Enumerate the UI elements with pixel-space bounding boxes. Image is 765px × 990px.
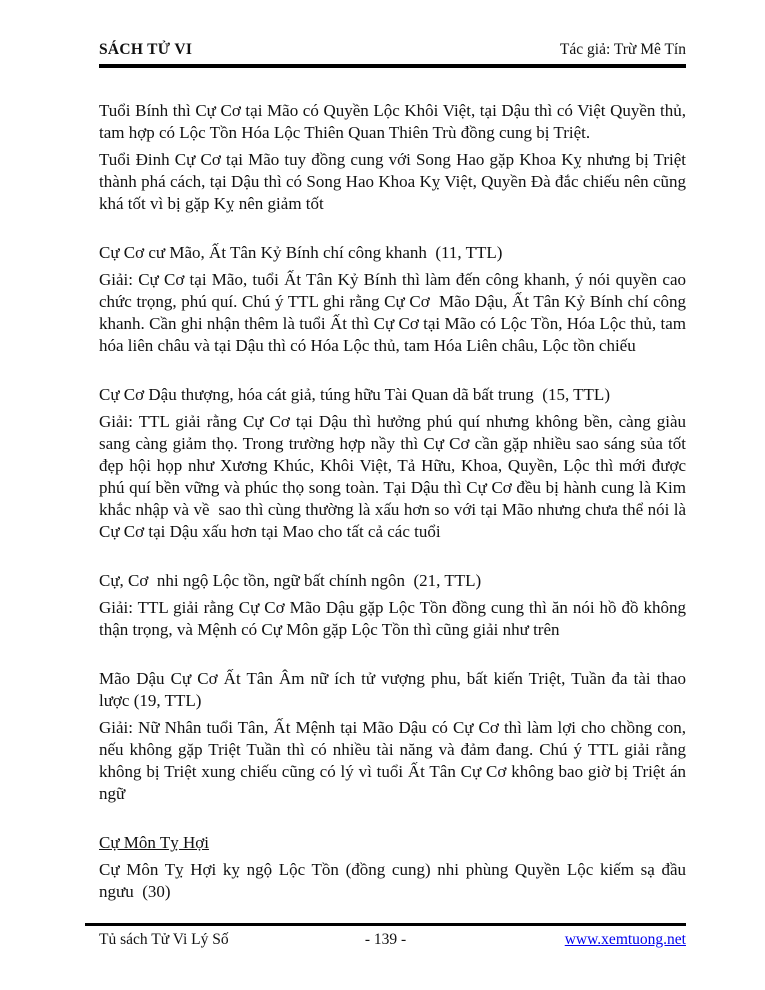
body-paragraph: Giải: TTL giải rằng Cự Cơ Mão Dậu gặp Lộc Tồn đồng cung thì ăn nói hồ đồ không thận trọng, và Mệnh có Cự Môn gặp Lộc Tồn thì cũng giải như trên [99,598,691,639]
website-link[interactable]: www.xemtuong.net [564,931,686,948]
page-footer [85,923,686,949]
author-credit: Tác giả: Trừ Mê Tín [559,41,686,58]
rule-heading: Cự Cơ cư Mão, Ất Tân Kỷ Bính chí công khanh (11, TTL) [99,243,503,262]
rule-heading: Cự Cơ Dậu thượng, hóa cát giả, túng hữu Tài Quan dã bất trung (15, TTL) [99,385,610,404]
body-paragraph: Tuổi Bính thì Cự Cơ tại Mão có Quyền Lộc Khôi Việt, tại Dậu thì có Việt Quyền thủ, tam hợp có Lộc Tồn Hóa Lộc Thiên Quan Thiên Trù đồng cung bị Triệt. [99,101,695,142]
body-paragraph: Tuổi Đinh Cự Cơ tại Mão tuy đồng cung với Song Hao gặp Khoa Kỵ nhưng bị Triệt thành phá cách, tại Dậu thì có Song Hao Khoa Kỵ Việt, Quyền Đà đắc chiếu nên cũng khá tốt vì bị gặp Kỵ nên giảm tốt [99,150,691,213]
section-heading: Cự Môn Tỵ Hợi [99,833,209,852]
series-title: Tủ sách Tử Vi Lý Số [99,931,229,948]
body-paragraph: Giải: Cự Cơ tại Mão, tuổi Ất Tân Kỷ Bính thì làm đến công khanh, ý nói quyền cao chức trọng, phú quí. Chú ý TTL ghi rằng Cự Cơ Mão Dậu, Ất Tân Kỷ Bính chí công khanh. Cần ghi nhận thêm là tuổi Ất thì Cự Cơ tại Mão có Lộc Tồn, Hóa Lộc thủ, tam hóa liên châu và tại Dậu thì có Hóa Lộc thủ, tam Hóa Liên châu, Lộc tồn chiếu [99,270,691,355]
page-number: - 139 - [364,931,407,948]
rule-heading: Cự, Cơ nhi ngộ Lộc tồn, ngữ bất chính ngôn (21, TTL) [99,571,482,590]
book-title: SÁCH TỬ VI [99,41,193,58]
body-paragraph: Cự Môn Tỵ Hợi kỵ ngộ Lộc Tồn (đồng cung) nhi phùng Quyền Lộc kiếm sạ đầu ngưu (30) [99,860,691,901]
page-header [99,40,686,68]
page-body [99,100,695,908]
rule-heading: Mão Dậu Cự Cơ Ất Tân Âm nữ ích tử vượng phu, bất kiến Triệt, Tuần đa tài thao lược (19, TTL) [99,669,691,710]
body-paragraph: Giải: Nữ Nhân tuổi Tân, Ất Mệnh tại Mão Dậu có Cự Cơ thì làm lợi cho chồng con, nếu không gặp Triệt Tuần thì có nhiều tài năng và đảm đang. Chú ý TTL giải rằng không bị Triệt xung chiếu cũng có lý vì tuổi Ất Tân Cự Cơ không bao giờ bị Triệt án ngữ [99,718,691,803]
body-paragraph: Giải: TTL giải rằng Cự Cơ tại Dậu thì hưởng phú quí nhưng không bền, càng giàu sang càng giảm thọ. Trong trường hợp nầy thì Cự Cơ cần gặp nhiều sao sáng sủa tốt đẹp hội họp như Xương Khúc, Khôi Việt, Tả Hữu, Khoa, Quyền, Lộc thì mới được phú quí bền vững và phúc thọ song toàn. Tại Dậu thì Cự Cơ đều bị hành cung là Kim khắc nhập và về sao thì cùng thường là xấu hơn so với tại Mão nhưng chưa thể nói là Cự Cơ tại Dậu xấu hơn tại Mao cho tất cả các tuổi [99,412,691,541]
